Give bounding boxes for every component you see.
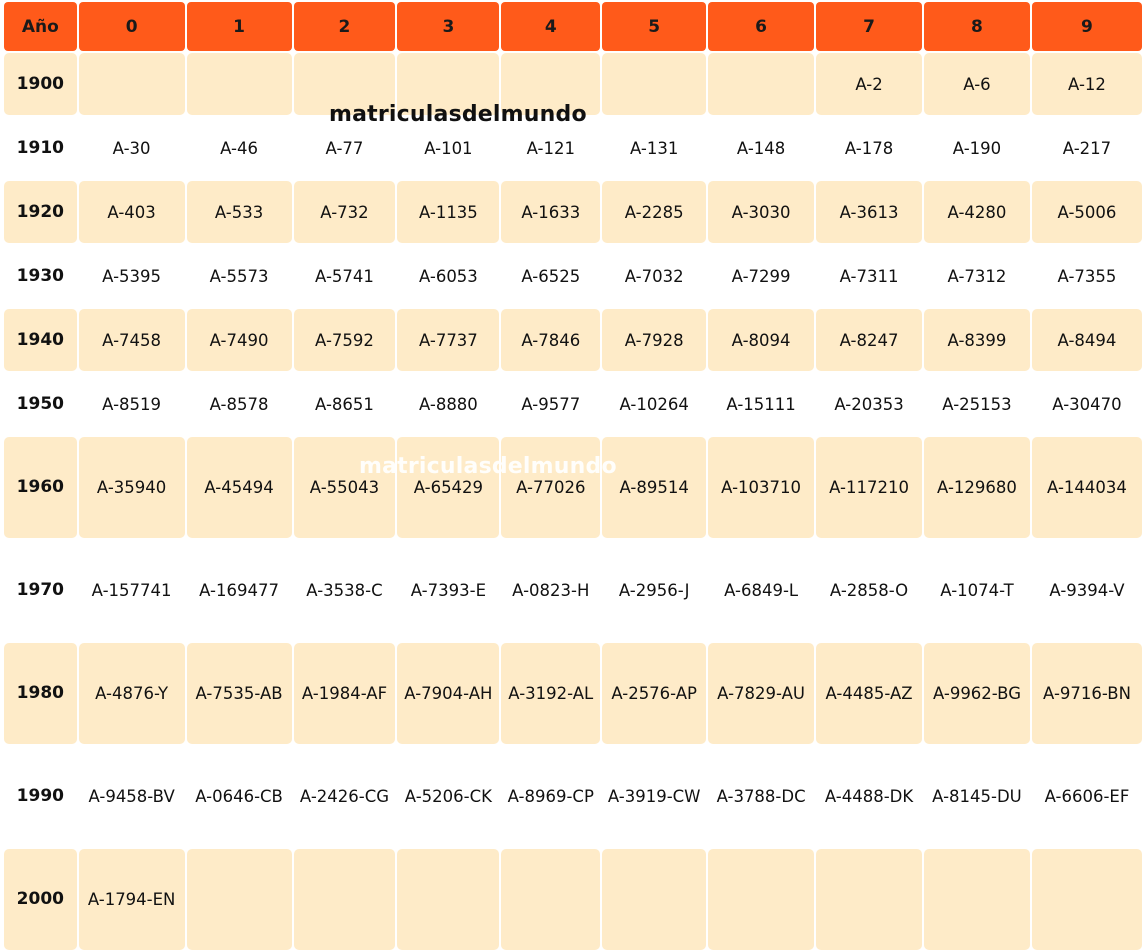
plate-cell	[397, 849, 499, 950]
year-cell: 1960	[4, 437, 77, 538]
header-digit-7: 7	[816, 2, 922, 51]
plate-cell: A-9394-V	[1032, 540, 1142, 641]
plate-cell: A-9716-BN	[1032, 643, 1142, 744]
plate-cell: A-3919-CW	[602, 746, 706, 847]
plate-cell: A-0823-H	[501, 540, 600, 641]
year-cell: 1980	[4, 643, 77, 744]
plate-cell: A-1135	[397, 181, 499, 243]
plate-cell: A-190	[924, 117, 1030, 179]
year-cell: 1970	[4, 540, 77, 641]
plate-cell: A-2858-O	[816, 540, 922, 641]
table-row	[4, 746, 1142, 847]
plate-cell: A-4488-DK	[816, 746, 922, 847]
plate-cell	[602, 849, 706, 950]
plate-cell: A-5395	[79, 245, 185, 307]
header-digit-1: 1	[187, 2, 292, 51]
plate-cell: A-65429	[397, 437, 499, 538]
plate-cell: A-3613	[816, 181, 922, 243]
plate-cell: A-3030	[708, 181, 814, 243]
plate-cell: A-1984-AF	[294, 643, 396, 744]
plate-cell: A-157741	[79, 540, 185, 641]
plate-cell: A-8519	[79, 373, 185, 435]
table-row	[4, 373, 1142, 435]
plate-cell: A-403	[79, 181, 185, 243]
plate-cell: A-8145-DU	[924, 746, 1030, 847]
plate-cell: A-7311	[816, 245, 922, 307]
watermark-text: matriculasdelmundo	[329, 102, 587, 127]
plate-cell: A-9458-BV	[79, 746, 185, 847]
plate-cell	[187, 53, 292, 115]
plate-cell: A-7490	[187, 309, 292, 371]
plate-cell: A-117210	[816, 437, 922, 538]
plate-cell: A-1633	[501, 181, 600, 243]
plate-cell: A-20353	[816, 373, 922, 435]
plate-cell	[294, 53, 396, 115]
plate-cell: A-8494	[1032, 309, 1142, 371]
plate-cell: A-15111	[708, 373, 814, 435]
header-digit-6: 6	[708, 2, 814, 51]
plate-cell: A-8969-CP	[501, 746, 600, 847]
plate-cell: A-0646-CB	[187, 746, 292, 847]
plate-cell: A-144034	[1032, 437, 1142, 538]
plate-cell: A-6606-EF	[1032, 746, 1142, 847]
plate-cell: A-5006	[1032, 181, 1142, 243]
plate-cell: A-148	[708, 117, 814, 179]
plate-cell: A-77026	[501, 437, 600, 538]
plate-cell: A-5206-CK	[397, 746, 499, 847]
table-row	[4, 181, 1142, 243]
plate-cell: A-55043	[294, 437, 396, 538]
plate-cell: A-6053	[397, 245, 499, 307]
plate-cell	[708, 53, 814, 115]
plate-cell	[397, 53, 499, 115]
plate-cell: A-8399	[924, 309, 1030, 371]
plate-cell	[1032, 849, 1142, 950]
plate-cell: A-533	[187, 181, 292, 243]
plate-cell: A-7312	[924, 245, 1030, 307]
plate-cell: A-2285	[602, 181, 706, 243]
plate-cell: A-30	[79, 117, 185, 179]
year-cell: 1940	[4, 309, 77, 371]
plate-cell: A-8651	[294, 373, 396, 435]
year-cell: 1900	[4, 53, 77, 115]
header-digit-0: 0	[79, 2, 185, 51]
plate-cell: A-5573	[187, 245, 292, 307]
plate-cell: A-2576-AP	[602, 643, 706, 744]
plate-cell: A-45494	[187, 437, 292, 538]
plate-cell: A-7829-AU	[708, 643, 814, 744]
table-row	[4, 849, 1142, 950]
plate-cell: A-8094	[708, 309, 814, 371]
year-cell: 1910	[4, 117, 77, 179]
table-row	[4, 245, 1142, 307]
table-row	[4, 540, 1142, 641]
plate-cell	[816, 849, 922, 950]
plate-cell: A-7737	[397, 309, 499, 371]
header-digit-3: 3	[397, 2, 499, 51]
year-cell: 1920	[4, 181, 77, 243]
plate-cell: A-7535-AB	[187, 643, 292, 744]
table-row	[4, 437, 1142, 538]
plate-cell: A-4280	[924, 181, 1030, 243]
plate-cell: A-7458	[79, 309, 185, 371]
plate-cell: A-1794-EN	[79, 849, 185, 950]
table-row	[4, 53, 1142, 115]
year-cell: 1950	[4, 373, 77, 435]
plate-cell: A-4485-AZ	[816, 643, 922, 744]
header-digit-9: 9	[1032, 2, 1142, 51]
plate-cell: A-3538-C	[294, 540, 396, 641]
plate-cell: A-3788-DC	[708, 746, 814, 847]
year-cell: 1990	[4, 746, 77, 847]
plate-cell: A-101	[397, 117, 499, 179]
plate-cell	[602, 53, 706, 115]
plate-cell: A-7393-E	[397, 540, 499, 641]
plate-cell: A-4876-Y	[79, 643, 185, 744]
plate-cell: A-7904-AH	[397, 643, 499, 744]
plate-cell: A-8578	[187, 373, 292, 435]
plate-cell: A-12	[1032, 53, 1142, 115]
plate-cell: A-2	[816, 53, 922, 115]
plate-cell: A-8247	[816, 309, 922, 371]
header-digit-2: 2	[294, 2, 396, 51]
plate-cell	[708, 849, 814, 950]
plate-cell: A-7032	[602, 245, 706, 307]
plate-cell: A-217	[1032, 117, 1142, 179]
plate-cell: A-9962-BG	[924, 643, 1030, 744]
plate-cell	[79, 53, 185, 115]
plate-cell	[294, 849, 396, 950]
plate-cell	[501, 849, 600, 950]
table-row	[4, 643, 1142, 744]
plate-cell: A-3192-AL	[501, 643, 600, 744]
plate-cell: A-1074-T	[924, 540, 1030, 641]
plate-cell: A-2426-CG	[294, 746, 396, 847]
plate-cell: A-7928	[602, 309, 706, 371]
header-digit-5: 5	[602, 2, 706, 51]
year-cell: 2000	[4, 849, 77, 950]
plate-cell	[187, 849, 292, 950]
plate-cell: A-46	[187, 117, 292, 179]
plate-cell: A-10264	[602, 373, 706, 435]
plate-cell: A-121	[501, 117, 600, 179]
plate-cell: A-732	[294, 181, 396, 243]
header-row	[4, 2, 1142, 51]
plate-cell: A-89514	[602, 437, 706, 538]
header-digit-8: 8	[924, 2, 1030, 51]
plate-cell: A-7846	[501, 309, 600, 371]
plate-cell: A-169477	[187, 540, 292, 641]
plate-cell: A-9577	[501, 373, 600, 435]
plate-cell: A-7355	[1032, 245, 1142, 307]
table-row	[4, 117, 1142, 179]
plate-cell: A-7592	[294, 309, 396, 371]
plate-cell: A-129680	[924, 437, 1030, 538]
plate-cell: A-7299	[708, 245, 814, 307]
table-row	[4, 309, 1142, 371]
plate-cell: A-103710	[708, 437, 814, 538]
plate-cell	[924, 849, 1030, 950]
header-digit-4: 4	[501, 2, 600, 51]
year-cell: 1930	[4, 245, 77, 307]
plates-by-year-table	[2, 0, 1144, 952]
plate-cell: A-6	[924, 53, 1030, 115]
plate-cell: A-131	[602, 117, 706, 179]
plate-cell: A-6849-L	[708, 540, 814, 641]
plate-cell: A-5741	[294, 245, 396, 307]
plate-cell: A-2956-J	[602, 540, 706, 641]
plate-cell	[501, 53, 600, 115]
watermark-text: matriculasdelmundo	[359, 454, 617, 479]
plate-cell: A-35940	[79, 437, 185, 538]
plate-cell: A-30470	[1032, 373, 1142, 435]
plate-cell: A-6525	[501, 245, 600, 307]
plate-cell: A-8880	[397, 373, 499, 435]
plate-cell: A-25153	[924, 373, 1030, 435]
plate-cell: A-77	[294, 117, 396, 179]
plate-cell: A-178	[816, 117, 922, 179]
header-year: Año	[4, 2, 77, 51]
